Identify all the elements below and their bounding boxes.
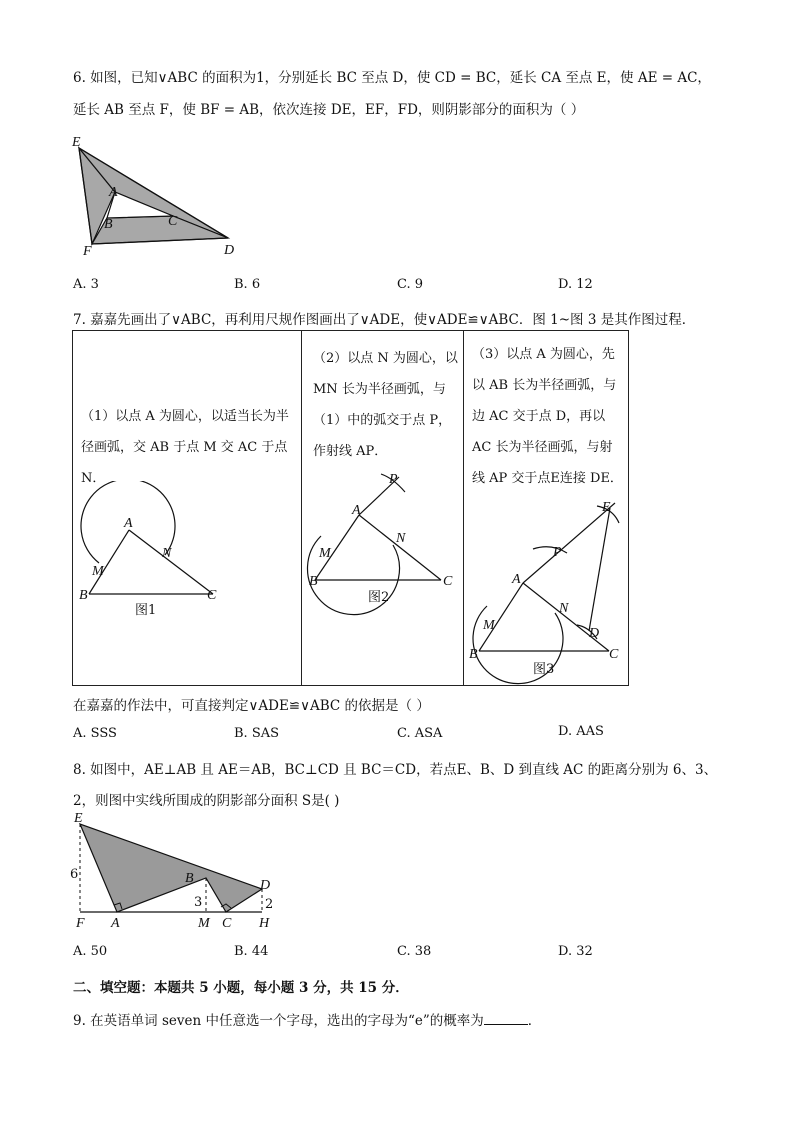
q8-option-a: A. 50 (73, 944, 108, 959)
fig3-label-E: E (602, 500, 611, 515)
q6-line1: 6. 如图，已知∨ABC 的面积为1，分别延长 BC 至点 D，使 CD = BC，延长 CA 至点 E，使 AE = AC， (73, 70, 711, 86)
fig2-label-C: C (443, 574, 453, 589)
step1-line2: 径画弧，交 AB 于点 M 交 AC 于点 (81, 440, 288, 455)
q8-label-6: 6 (70, 867, 79, 882)
q8-label-2: 2 (265, 897, 274, 912)
fig1-label-C: C (207, 588, 217, 603)
q6-label-A: A (109, 185, 118, 200)
fig3-ray-AP (523, 503, 615, 583)
q8-line2: 2，则图中实线所围成的阴影部分面积 S是( ) (73, 793, 340, 809)
q8-option-c: C. 38 (397, 944, 432, 959)
fig2-label-B: B (309, 574, 318, 589)
fig3-arc-top (533, 547, 567, 553)
q9-line (73, 1009, 541, 1029)
q8-label-C: C (222, 916, 232, 931)
section2-title: 二、填空题：本题共 5 小题，每小题 3 分，共 15 分． (73, 980, 409, 996)
q7-construction-table (72, 330, 629, 686)
q8-label-3: 3 (194, 895, 203, 910)
fig3-caption: 图3 (533, 662, 555, 677)
fig3-label-A: A (512, 572, 521, 587)
q7-option-d: D. AAS (558, 724, 604, 739)
q8-label-H: H (259, 916, 270, 931)
fig3-label-C: C (609, 647, 619, 662)
q6-option-d: D. 12 (558, 277, 593, 292)
q8-shaded-region (80, 824, 262, 912)
q8-line1: 8. 如图中，AE⊥AB 且 AE＝AB，BC⊥CD 且 BC＝CD，若点E、B、D 到直线 AC 的距离分别为 6、3、 (73, 762, 718, 778)
step3-line4: AC 长为半径画弧，与射 (472, 440, 613, 455)
fig1-label-A: A (124, 516, 133, 531)
q7-option-c: C. ASA (397, 726, 443, 741)
step2-line2: MN 长为半径画弧，与 (313, 382, 446, 397)
step1-line3: N． (81, 471, 106, 486)
q8-figure (66, 810, 286, 935)
fig2-label-A: A (352, 503, 361, 518)
q6-option-c: C. 9 (397, 277, 424, 292)
q6-label-F: F (83, 244, 92, 259)
fig3-label-B: B (469, 647, 478, 662)
step3-line3: 边 AC 交于点 D，再以 (472, 409, 606, 424)
q6-label-D: D (224, 243, 235, 258)
fig3-label-M: M (483, 618, 495, 633)
q8-label-M: M (198, 916, 210, 931)
step2-line1: （2）以点 N 为圆心，以 (313, 351, 458, 366)
step3-text (472, 339, 623, 494)
step2-line3: （1）中的弧交于点 P， (313, 413, 452, 428)
fig2-label-N: N (396, 531, 406, 546)
q7-question: 在嘉嘉的作法中，可直接判定∨ADE≌∨ABC 的依据是（ ） (73, 698, 430, 714)
q7-option-a: A. SSS (73, 726, 117, 741)
step1-line1: （1）以点 A 为圆心，以适当长为半 (81, 409, 289, 424)
q7-option-b: B. SAS (234, 726, 280, 741)
q9-text: 9. 在英语单词 seven 中任意选一个字母，选出的字母为“e”的概率为 (73, 1013, 484, 1029)
q8-label-F: F (76, 916, 85, 931)
step3-line2: 以 AB 长为半径画弧，与 (472, 378, 617, 393)
q6-figure (70, 130, 250, 260)
q8-option-d: D. 32 (558, 944, 593, 959)
fig1-label-M: M (92, 564, 104, 579)
fig1-label-B: B (79, 588, 88, 603)
fig2-caption: 图2 (368, 590, 390, 605)
fig3-label-D: D (589, 626, 600, 641)
fig2-label-M: M (319, 546, 331, 561)
figure-1 (73, 481, 301, 631)
q8-option-b: B. 44 (234, 944, 269, 959)
q8-label-B: B (185, 871, 194, 886)
q6-label-C: C (168, 214, 178, 229)
step3-line1: （3）以点 A 为圆心，先 (472, 347, 615, 362)
fig2-label-P: P (389, 472, 398, 487)
q8-label-D: D (260, 878, 271, 893)
q7-stem: 7. 嘉嘉先画出了∨ABC，再利用尺规作图画出了∨ADE，使∨ADE≌∨ABC．图 1~图 3 是其作图过程． (73, 312, 696, 328)
fig3-label-N: N (559, 601, 569, 616)
q6-option-a: A. 3 (73, 277, 99, 292)
step3-line5: 线 AP 交于点E连接 DE． (472, 471, 623, 486)
step2-line4: 作射线 AP． (313, 444, 388, 459)
fig1-caption: 图1 (135, 603, 157, 618)
fig1-label-N: N (162, 546, 172, 561)
q9-period: ． (527, 1013, 542, 1029)
figure-3 (463, 491, 629, 685)
q6-label-E: E (72, 135, 81, 150)
q8-label-A: A (111, 916, 120, 931)
step2-text (313, 343, 458, 467)
fig3-segment-DE (589, 508, 610, 631)
q6-label-B: B (104, 217, 113, 232)
figure-2 (301, 466, 463, 616)
q8-label-E: E (74, 811, 83, 826)
q9-answer-blank[interactable] (484, 1012, 528, 1025)
q6-line2: 延长 AB 至点 F，使 BF = AB，依次连接 DE，EF，FD，则阴影部分的面积为（ ） (73, 102, 585, 118)
q6-option-b: B. 6 (234, 277, 261, 292)
fig3-label-P: P (553, 545, 562, 560)
